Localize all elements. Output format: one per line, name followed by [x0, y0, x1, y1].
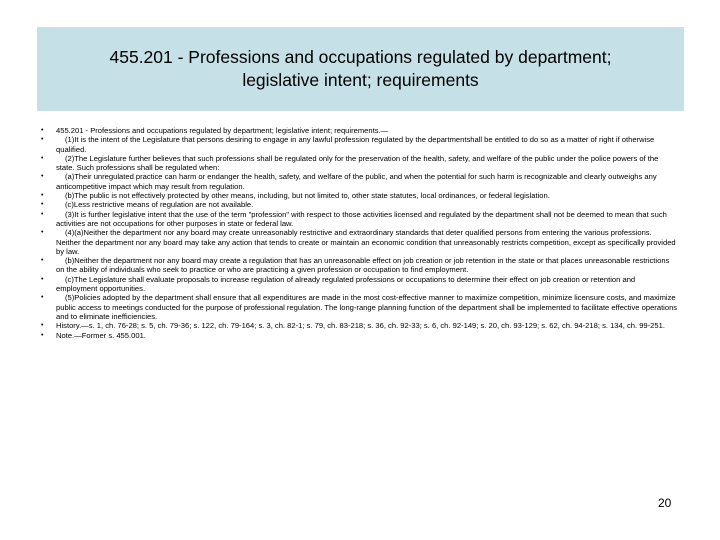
history-text: • History.—s. 1, ch. 76-28; s. 5, ch. 79-36; s. 122, ch. 79-164; s. 3, ch. 82-1; s. 79, ch. 83-218; s. 36, ch. 92-33; s. 6, ch. 92-149; s. 20, ch. 93-129; s. 62, ch. 94-218; s. 134, ch. 99-251. [56, 321, 665, 331]
paragraph-text: • 455.201 - Professions and occupations regulated by department; legislative intent; requirements.— [56, 126, 389, 135]
content-item [38, 154, 678, 173]
slide-content-list [38, 126, 678, 340]
slide-title-line-2: legislative intent; requirements [242, 70, 479, 90]
content-item [38, 293, 678, 321]
slide-title-box [37, 27, 684, 111]
content-item [38, 256, 678, 275]
note-text: • Note.—Former s. 455.001. [56, 330, 146, 340]
paragraph-text: • (1)It is the intent of the Legislature that persons desiring to engage in any lawful profession regulated by the departmentshall be entitled to do so as a matter of right if otherwise qualified. [56, 135, 655, 154]
content-item [38, 210, 678, 229]
paragraph-text: • (b)The public is not effectively protected by other means, including, but not limited to, other state statutes, local ordinances, or federal legislation. [65, 191, 550, 201]
content-item [38, 135, 678, 154]
paragraph-text: • (3)It is further legislative intent that the use of the term "profession" with respect to those activities licensed and regulated by the department shall not be deemed to mean that such activities are not occupations for other purposes in state or federal law. [56, 209, 667, 228]
content-item [38, 275, 678, 294]
paragraph-text: • (c)The Legislature shall evaluate proposals to increase regulation of already regulated professions or occupations to determine their effect on job creation or retention and employment opportunities. [56, 274, 636, 294]
content-item [38, 228, 678, 256]
paragraph-text: • (5)Policies adopted by the department shall ensure that all expenditures are made in the most cost-effective manner to maximize competition, minimize licensure costs, and maximize public access to meetings conducted for the purpose of professional regulation. The long-range planning function of the department shall be implemented to facilitate effective operations and to eliminate inefficiencies. [56, 293, 678, 321]
content-item [38, 321, 678, 330]
slide-title-line-1: 455.201 - Professions and occupations regulated by department; [109, 47, 612, 67]
paragraph-text: • (c)Less restrictive means of regulation are not available. [65, 200, 254, 210]
content-item [38, 331, 678, 340]
paragraph-text: • (a)Their unregulated practice can harm or endanger the health, safety, and welfare of the public, and when the potential for such harm is recognizable and clearly outweighs any anticompetitive impact which may result from regulation. [56, 172, 657, 191]
content-item [38, 200, 678, 209]
content-item [38, 191, 678, 200]
paragraph-text: • (4)(a)Neither the department nor any board may create unreasonably restrictive and extraordinary standards that deter qualified persons from entering the various professions. Neither the department nor any board may take any action that tends to create or maintain an economic condition that unreasonably restricts competition, except as specifically provided by law. [56, 228, 676, 256]
paragraph-text: • (b)Neither the department nor any board may create a regulation that has an unreasonable effect on job creation or job retention in the state or that places unreasonable restrictions on the ability of individuals who seek to practice or who are practicing a given profession or occupation to find employment. [56, 256, 670, 275]
content-item [38, 126, 678, 135]
page-number: 20 [658, 496, 672, 510]
paragraph-text: • (2)The Legislature further believes that such professions shall be regulated only for the preservation of the health, safety, and welfare of the public under the police powers of the state. Such professions shall be regulated when: [56, 153, 659, 173]
content-item [38, 172, 678, 191]
